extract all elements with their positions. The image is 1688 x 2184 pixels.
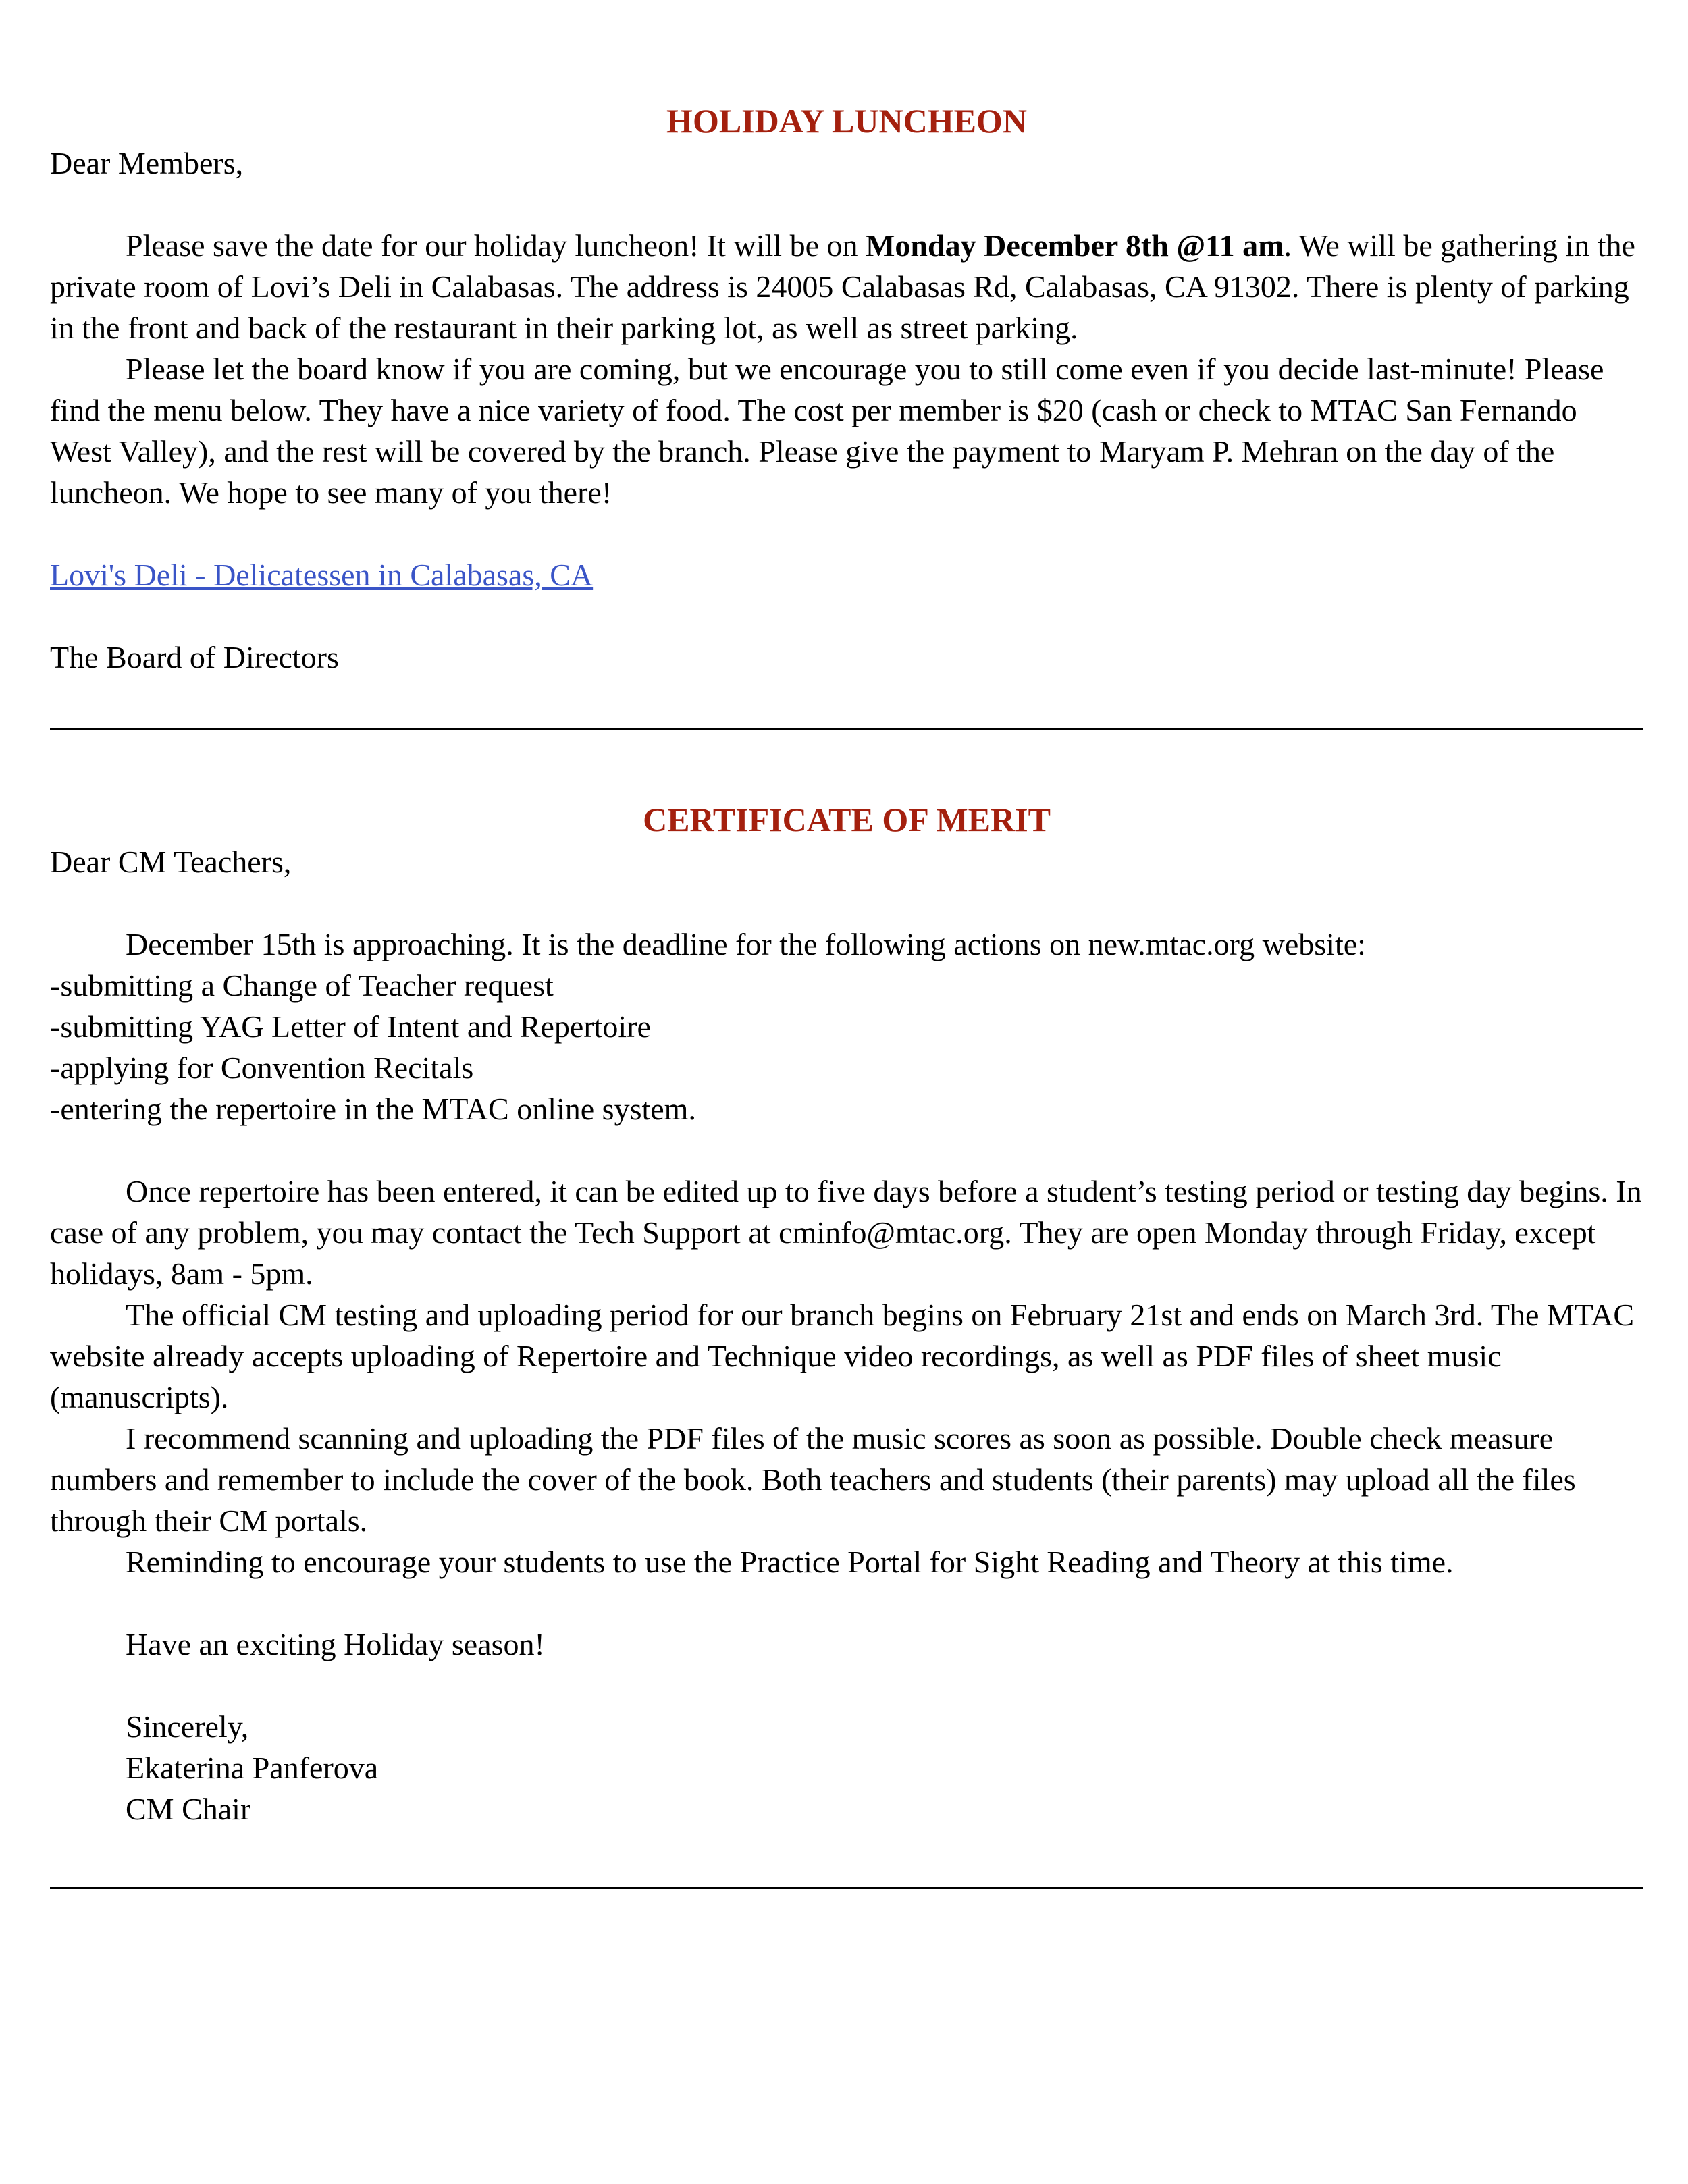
deadline-item: -applying for Convention Recitals bbox=[50, 1050, 474, 1085]
merit-intro: December 15th is approaching. It is the deadline for the following actions on new.mtac.org website: bbox=[126, 927, 1366, 961]
luncheon-paragraph-1 bbox=[50, 225, 1643, 348]
newsletter-page bbox=[50, 0, 1643, 1889]
luncheon-title: HOLIDAY LUNCHEON bbox=[666, 102, 1027, 140]
merit-scanning-paragraph: I recommend scanning and uploading the PDF files of the music scores as soon as possible. Double check measure numbers and remember to include the cover of the book. Both teachers and students (their parents) may upload all the files through their CM portals. bbox=[50, 1421, 1576, 1538]
signer-title: CM Chair bbox=[126, 1792, 251, 1826]
luncheon-p1-tail: . We will be gathering in the private room of Lovi’s Deli in Calabasas. The address is 24005 Calabasas Rd, Calabasas, CA 91302. There is plenty of parking in the front and back of the restaurant in their parking lot, as well as street parking. bbox=[50, 228, 1635, 345]
luncheon-paragraph-2: Please let the board know if you are coming, but we encourage you to still come even if you decide last-minute! Please find the menu below. They have a nice variety of food. The cost per member is $20 (cash or check to MTAC San Fernando West Valley), and the rest will be covered by the branch. Please give the payment to Maryam P. Mehran on the day of the luncheon. We hope to see many of you there! bbox=[50, 352, 1604, 510]
luncheon-signoff: The Board of Directors bbox=[50, 640, 339, 674]
deadline-item: -entering the repertoire in the MTAC online system. bbox=[50, 1092, 696, 1126]
closing: Sincerely, bbox=[126, 1709, 249, 1744]
merit-testing-paragraph: The official CM testing and uploading period for our branch begins on February 21st and ends on March 3rd. The MTAC website already accepts uploading of Repertoire and Technique video recordings, as well as PDF files of sheet music (manuscripts). bbox=[50, 1298, 1635, 1414]
deadline-item: -submitting a Change of Teacher request bbox=[50, 968, 554, 1003]
luncheon-salutation: Dear Members, bbox=[50, 146, 244, 180]
deadline-item: -submitting YAG Letter of Intent and Repertoire bbox=[50, 1009, 651, 1044]
merit-repertoire-paragraph: Once repertoire has been entered, it can be edited up to five days before a student’s testing period or testing day begins. In case of any problem, you may contact the Tech Support at cminfo@mtac.org. They are open Monday through Friday, except holidays, 8am - 5pm. bbox=[50, 1174, 1642, 1291]
merit-salutation: Dear CM Teachers, bbox=[50, 845, 292, 879]
merit-title: CERTIFICATE OF MERIT bbox=[643, 801, 1051, 838]
lovis-deli-link-line bbox=[50, 554, 1643, 595]
signer-name: Ekaterina Panferova bbox=[126, 1751, 379, 1785]
luncheon-p1-lead: Please save the date for our holiday luncheon! It will be on bbox=[126, 228, 866, 263]
section-divider-bottom bbox=[50, 1887, 1643, 1889]
holiday-wish: Have an exciting Holiday season! bbox=[126, 1627, 545, 1661]
merit-reminder-paragraph: Reminding to encourage your students to use the Practice Portal for Sight Reading and Theory at this time. bbox=[126, 1545, 1454, 1579]
lovis-deli-link[interactable]: Lovi's Deli - Delicatessen in Calabasas, CA bbox=[50, 558, 594, 592]
luncheon-date: Monday December 8th @11 am bbox=[866, 228, 1284, 263]
